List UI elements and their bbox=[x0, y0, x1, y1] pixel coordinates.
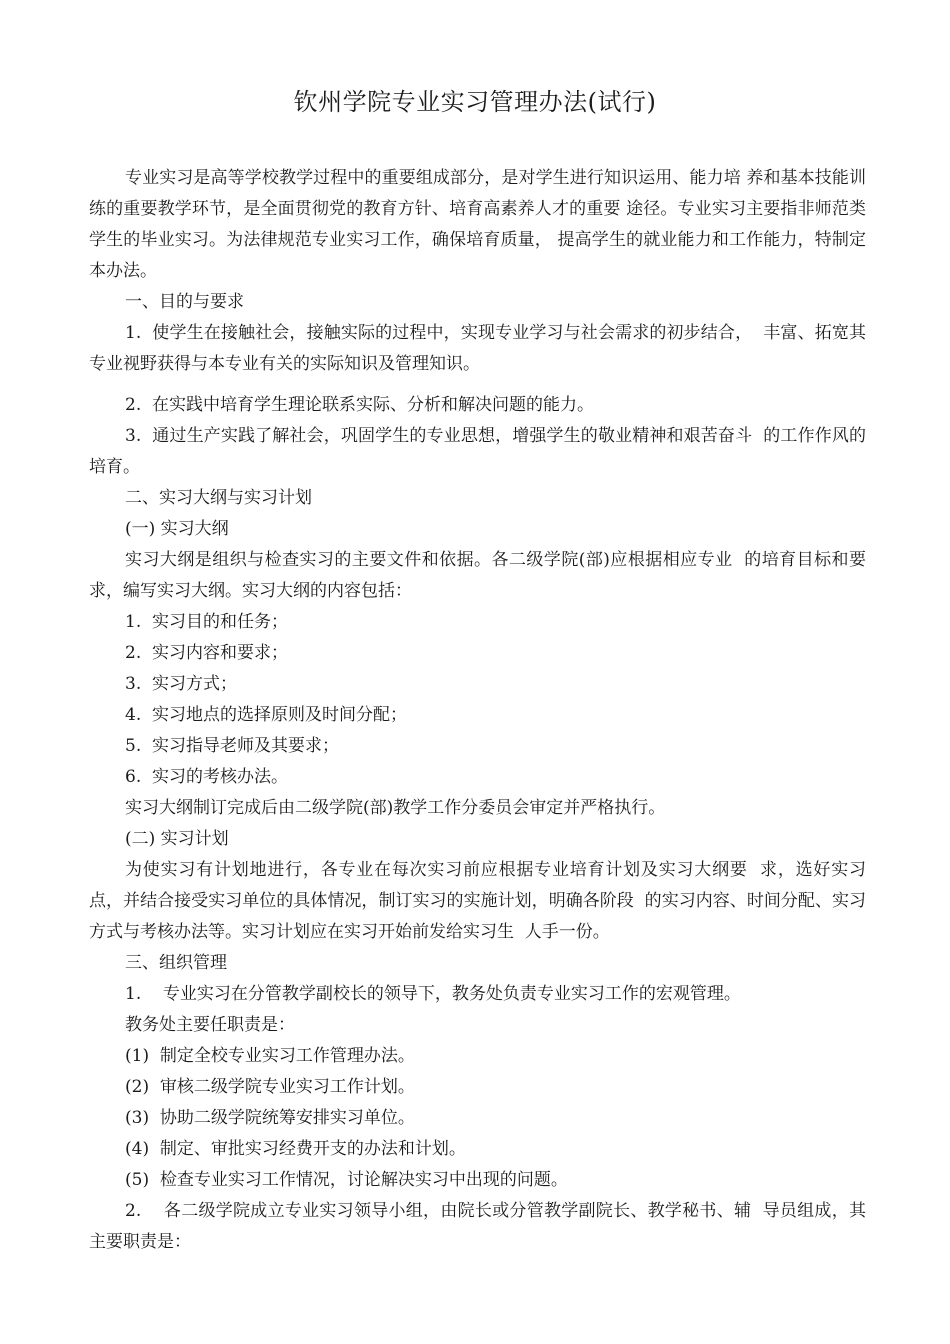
organization-item-1: 1. 专业实习在分管教学副校长的领导下，教务处负责专业实习工作的宏观管理。 bbox=[125, 984, 741, 1004]
duty-item-2: (2) 审核二级学院专业实习工作计划。 bbox=[125, 1077, 415, 1097]
outline-item-3: 3. 实习方式； bbox=[125, 674, 238, 694]
purpose-item-3: 3. 通过生产实践了解社会，巩固学生的专业思想，增强学生的敬业精神和艰苦奋斗 的工作作风的培育。 bbox=[89, 426, 866, 477]
section-heading-purpose: 一、目的与要求 bbox=[125, 292, 244, 312]
purpose-item-2: 2. 在实践中培育学生理论联系实际、分析和解决问题的能力。 bbox=[125, 395, 595, 415]
document-body bbox=[89, 163, 866, 1258]
section-heading-organization: 三、组织管理 bbox=[125, 953, 227, 973]
outline-paragraph: 实习大纲是组织与检查实习的主要文件和依据。各二级学院(部)应根据相应专业 的培育目标和要求，编写实习大纲。实习大纲的内容包括： bbox=[89, 550, 866, 601]
section-heading-outline-plan: 二、实习大纲与实习计划 bbox=[125, 488, 312, 508]
academic-affairs-duties-intro: 教务处主要任职责是： bbox=[125, 1015, 295, 1035]
subsection-heading-plan: (二) 实习计划 bbox=[125, 829, 229, 849]
plan-paragraph: 为使实习有计划地进行，各专业在每次实习前应根据专业培育计划及实习大纲要 求，选好实习点，并结合接受实习单位的具体情况，制订实习的实施计划，明确各阶段 的实习内容、时间分配、实习方式与考核办法等。实习计划应在实习开始前发给实习生 人手一份。 bbox=[89, 860, 866, 942]
outline-item-1: 1. 实习目的和任务； bbox=[125, 612, 289, 632]
duty-item-1: (1) 制定全校专业实习工作管理办法。 bbox=[125, 1046, 415, 1066]
intro-paragraph: 专业实习是高等学校教学过程中的重要组成部分，是对学生进行知识运用、能力培 养和基本技能训练的重要教学环节，是全面贯彻党的教育方针、培育高素养人才的重要 途径。专业实习主要指非师范类学生的毕业实习。为法律规范专业实习工作，确保培育质量， 提高学生的就业能力和工作能力，特制定本办法。 bbox=[89, 168, 866, 281]
organization-item-2: 2. 各二级学院成立专业实习领导小组，由院长或分管教学副院长、教学秘书、辅 导员组成，其主要职责是： bbox=[89, 1201, 866, 1252]
outline-approval-paragraph: 实习大纲制订完成后由二级学院(部)教学工作分委员会审定并严格执行。 bbox=[125, 798, 666, 818]
duty-item-5: (5) 检查专业实习工作情况，讨论解决实习中出现的问题。 bbox=[125, 1170, 568, 1190]
duty-item-3: (3) 协助二级学院统筹安排实习单位。 bbox=[125, 1108, 415, 1128]
duty-item-4: (4) 制定、审批实习经费开支的办法和计划。 bbox=[125, 1139, 466, 1159]
purpose-item-1: 1. 使学生在接触社会，接触实际的过程中，实现专业学习与社会需求的初步结合， 丰富、拓宽其专业视野获得与本专业有关的实际知识及管理知识。 bbox=[89, 323, 866, 374]
outline-item-4: 4. 实习地点的选择原则及时间分配； bbox=[125, 705, 408, 725]
subsection-heading-outline: (一) 实习大纲 bbox=[125, 519, 229, 539]
outline-item-2: 2. 实习内容和要求； bbox=[125, 643, 289, 663]
outline-item-5: 5. 实习指导老师及其要求； bbox=[125, 736, 340, 756]
outline-item-6: 6. 实习的考核办法。 bbox=[125, 767, 289, 787]
document-title: 钦州学院专业实习管理办法(试行) bbox=[293, 88, 657, 116]
